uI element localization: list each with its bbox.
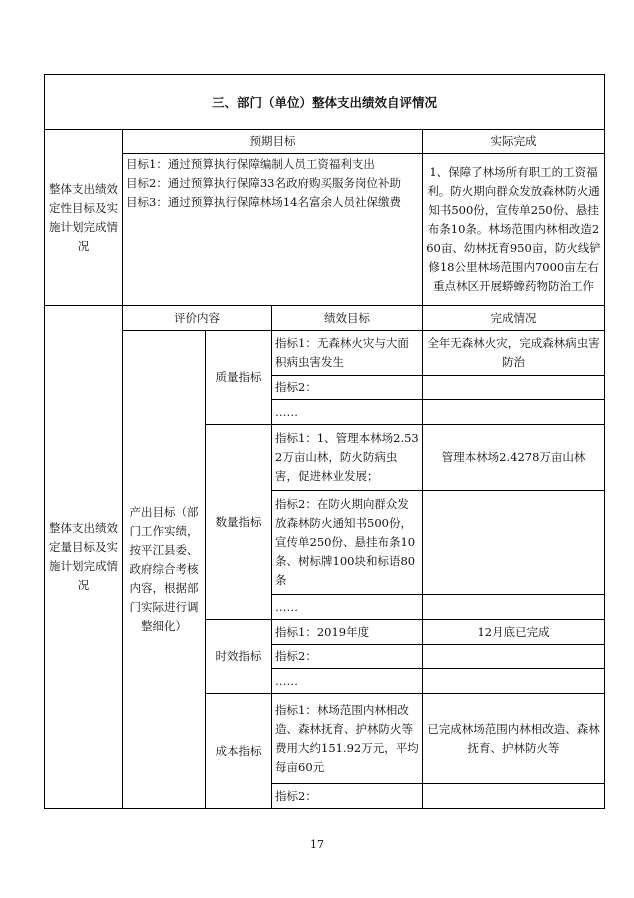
goal-2: 目标2：通过预算执行保障33名政府购买服务岗位补助 — [126, 176, 401, 190]
cost-indicator-label: 成本指标 — [206, 694, 272, 809]
page-number: 17 — [310, 838, 324, 851]
timeliness-target-3: …… — [272, 669, 423, 694]
quality-done-2 — [423, 376, 605, 400]
qualitative-header-row — [45, 130, 605, 154]
timeliness-done-1: 12月底已完成 — [423, 620, 605, 645]
quantity-done-3 — [423, 595, 605, 620]
timeliness-target-1: 指标1：2019年度 — [272, 620, 423, 645]
evaluation-content-header: 评价内容 — [123, 306, 272, 331]
quantitative-header-row — [45, 306, 605, 331]
actual-done-text: 1、保障了林场所有职工的工资福利。防火期向群众发放森林防火通知书500份，宣传单250份、悬挂布条10条。林场范围内林相改造260亩、幼林抚育950亩，防火线铲修18公里林场范围内7000亩左右重点林区开展蟒蟓药物防治工作 — [423, 154, 605, 306]
quantity-target-3: …… — [272, 595, 423, 620]
timeliness-indicator-label: 时效指标 — [206, 620, 272, 694]
quantity-done-1: 管理本林场2.4278万亩山林 — [423, 425, 605, 491]
quality-done-3 — [423, 400, 605, 425]
cost-done-2 — [423, 784, 605, 809]
expected-goals-header: 预期目标 — [123, 130, 423, 154]
title-row — [45, 75, 605, 130]
cost-done-1: 已完成林场范围内林相改造、森林抚育、护林防火等 — [423, 694, 605, 784]
cost-target-1: 指标1：林场范围内林相改造、森林抚育、护林防火等费用大约151.92万元，平均每亩60元 — [272, 694, 423, 784]
quantitative-row-label: 整体支出绩效定量目标及实施计划完成情况 — [45, 306, 123, 809]
timeliness-target-2: 指标2： — [272, 645, 423, 669]
actual-done-header: 实际完成 — [423, 130, 605, 154]
section-title: 三、部门（单位）整体支出绩效自评情况 — [45, 75, 605, 130]
quality-indicator-label: 质量指标 — [206, 331, 272, 425]
quality-target-3: …… — [272, 400, 423, 425]
quality-done-1: 全年无森林火灾，完成森林病虫害防治 — [423, 331, 605, 376]
quality-row-1 — [45, 331, 605, 376]
quality-target-2: 指标2： — [272, 376, 423, 400]
qualitative-content-row — [45, 154, 605, 306]
goal-3: 目标3：通过预算执行保障林场14名富余人员社保缴费 — [126, 195, 401, 209]
timeliness-done-3 — [423, 669, 605, 694]
quality-target-1: 指标1：无森林火灾与大面积病虫害发生 — [272, 331, 423, 376]
completion-header: 完成情况 — [423, 306, 605, 331]
quantity-indicator-label: 数量指标 — [206, 425, 272, 620]
output-target-label: 产出目标（部门工作实绩，按平江县委、政府综合考核内容，根据部门实际进行调整细化） — [123, 331, 206, 809]
quantity-target-2: 指标2：在防火期向群众发放森林防火通知书500份，宣传单250份、悬挂布条10条、树标牌100块和标语80条 — [272, 491, 423, 595]
quantity-done-2 — [423, 491, 605, 595]
self-evaluation-table — [44, 74, 605, 809]
goal-1: 目标1：通过预算执行保障编制人员工资福利支出 — [126, 157, 375, 171]
quantity-target-1: 指标1：1、管理本林场2.532万亩山林，防火防病虫害，促进林业发展； — [272, 425, 423, 491]
qualitative-row-label: 整体支出绩效定性目标及实施计划完成情况 — [45, 130, 123, 306]
cost-target-2: 指标2： — [272, 784, 423, 809]
performance-target-header: 绩效目标 — [272, 306, 423, 331]
expected-goals-cell — [123, 154, 423, 306]
timeliness-done-2 — [423, 645, 605, 669]
